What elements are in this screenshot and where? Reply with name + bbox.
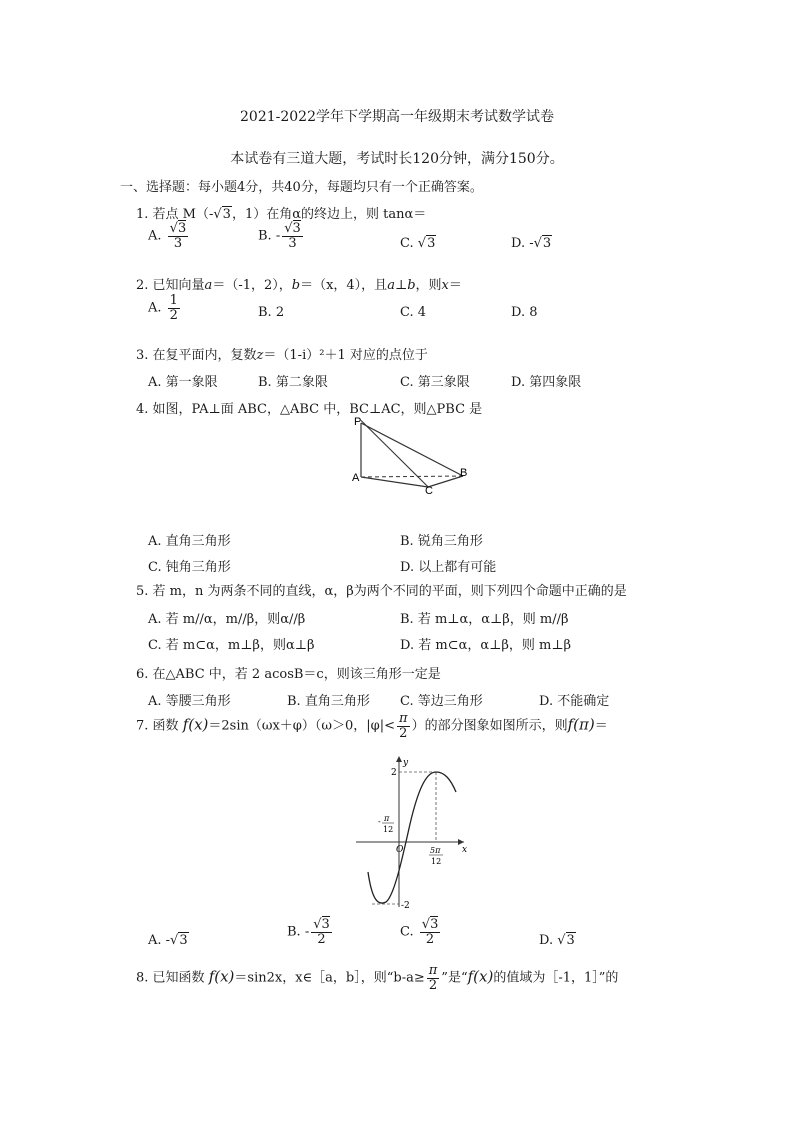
vector-a: a bbox=[387, 278, 395, 293]
exam-title: 2021-2022学年下学期高一年级期末考试数学试卷 bbox=[240, 109, 554, 125]
q2-stem-part: ＝（x，4），且 bbox=[300, 278, 388, 293]
variable-z: z bbox=[256, 348, 264, 363]
label-a: A bbox=[352, 472, 360, 484]
sine-graph bbox=[352, 752, 474, 912]
numerator: 3 bbox=[321, 917, 330, 932]
radicand: 3 bbox=[427, 236, 436, 251]
neg-tick-minus: - bbox=[378, 817, 381, 826]
question-2-stem bbox=[136, 274, 462, 293]
denominator: 2 bbox=[169, 307, 178, 323]
q7-stem-part: ＝2sin（ωx＋φ）（ω＞0，|φ|< bbox=[208, 718, 396, 734]
q7-option-a bbox=[148, 933, 189, 948]
q5-option-b: B. 若 m⊥α，α⊥β，则 m//β bbox=[400, 612, 569, 627]
denominator: 2 bbox=[425, 931, 435, 947]
q6-option-d: D. 不能确定 bbox=[539, 694, 610, 709]
question-6-stem: 6. 在△ABC 中，若 2 acosB＝c，则该三角形一定是 bbox=[136, 667, 441, 682]
label-p: P bbox=[354, 416, 362, 428]
numerator: 3 bbox=[430, 917, 439, 932]
vector-a: a bbox=[204, 278, 213, 293]
q8-stem-part: 8. 已知函数 bbox=[136, 970, 205, 986]
q4-option-d: D. 以上都有可能 bbox=[400, 560, 497, 575]
sine-curve bbox=[368, 772, 456, 903]
numerator: 1 bbox=[169, 293, 178, 308]
function-f: f(x) bbox=[467, 967, 494, 986]
q1-option-c bbox=[400, 236, 436, 251]
pos-tick-den: 12 bbox=[431, 857, 442, 866]
denominator: 2 bbox=[317, 931, 326, 947]
y-max-label: 2 bbox=[391, 768, 397, 778]
denominator: 2 bbox=[428, 977, 438, 993]
radicand: 3 bbox=[222, 207, 231, 222]
q1-option-b bbox=[258, 222, 305, 250]
q6-option-b: B. 直角三角形 bbox=[287, 694, 370, 709]
q7-stem-part: ＝ bbox=[594, 718, 608, 734]
label-c: C bbox=[425, 485, 433, 494]
q7-option-b bbox=[287, 918, 334, 946]
option-label: C. bbox=[400, 236, 414, 251]
q7-option-c bbox=[400, 918, 442, 946]
fraction: $\frac{√3}{2}$ bbox=[313, 917, 330, 947]
q8-stem-part: ”是“ bbox=[441, 970, 468, 986]
option-label: D. bbox=[539, 933, 554, 948]
q2-option-c: C. 4 bbox=[400, 305, 427, 320]
q2-option-a bbox=[148, 294, 182, 322]
pos-tick-num: 5π bbox=[430, 846, 441, 855]
option-label: D. - bbox=[511, 236, 534, 251]
q3-stem-part: 3. 在复平面内，复数 bbox=[136, 348, 257, 363]
q6-option-a: A. 等腰三角形 bbox=[148, 694, 231, 709]
vector-b: b bbox=[291, 278, 301, 293]
q3-option-a: A. 第一象限 bbox=[148, 375, 218, 390]
q7-option-d bbox=[539, 933, 576, 948]
q4-option-b: B. 锐角三角形 bbox=[400, 534, 483, 549]
function-f: f(x) bbox=[182, 715, 209, 734]
sqrt-symbol: √3 bbox=[417, 236, 436, 251]
question-3-stem bbox=[136, 344, 428, 363]
q1-stem-part: ，1）在角α的终边上，则 tanα＝ bbox=[231, 207, 427, 222]
y-axis-label: y bbox=[403, 758, 409, 768]
sqrt-symbol: √3 bbox=[533, 236, 552, 251]
q2-stem-part: ，则 bbox=[415, 278, 442, 293]
sqrt-symbol: √3 bbox=[557, 933, 575, 948]
q3-stem-part: ＝（1-i）²＋1 对应的点位于 bbox=[263, 348, 428, 363]
option-label: A. bbox=[148, 300, 162, 316]
q8-stem-part: ＝sin2x，x∈［a，b］，则“b-a≥ bbox=[234, 970, 425, 986]
q5-option-a: A. 若 m//α，m//β，则α//β bbox=[148, 612, 306, 627]
numerator: π bbox=[399, 711, 408, 726]
pyramid-figure bbox=[340, 410, 480, 494]
q1-option-d bbox=[511, 236, 552, 251]
function-f-pi: f(π) bbox=[567, 715, 595, 734]
neg-tick-den: 12 bbox=[383, 825, 394, 834]
denominator: 3 bbox=[288, 235, 297, 251]
question-8-stem bbox=[136, 964, 618, 992]
function-f: f(x) bbox=[208, 967, 235, 986]
q2-stem-part: ＝（-1，2）， bbox=[212, 278, 292, 293]
q7-stem-part: 7. 函数 bbox=[136, 718, 179, 734]
option-label: C. bbox=[400, 924, 414, 940]
exam-note: 本试卷有三道大题，考试时长120分钟，满分150分。 bbox=[230, 151, 564, 167]
fraction bbox=[397, 712, 410, 740]
sqrt-symbol: √3 bbox=[213, 207, 231, 222]
option-label: A. - bbox=[148, 933, 171, 948]
q2-stem-part: 2. 已知向量 bbox=[136, 278, 205, 293]
y-axis-arrow bbox=[396, 756, 402, 762]
x-axis-label: x bbox=[462, 845, 468, 855]
q5-option-d: D. 若 m⊂α，α⊥β，则 m⊥β bbox=[400, 638, 572, 653]
neg-tick-num: π bbox=[384, 814, 390, 823]
numerator: 3 bbox=[177, 221, 187, 236]
edge-ab-hidden bbox=[361, 476, 463, 477]
numerator: 3 bbox=[292, 221, 301, 236]
q3-option-b: B. 第二象限 bbox=[258, 375, 328, 390]
radicand: 3 bbox=[542, 236, 552, 251]
label-b: B bbox=[460, 467, 468, 479]
fraction: $\frac{√3}{3}$ bbox=[284, 221, 301, 251]
vector-b: b bbox=[407, 278, 416, 293]
q8-stem-part: 的值域为［-1，1］”的 bbox=[493, 970, 619, 986]
question-5-stem: 5. 若 m，n 为两条不同的直线，α，β为两个不同的平面，则下列四个命题中正确的是 bbox=[136, 584, 627, 599]
q3-option-c: C. 第三象限 bbox=[400, 375, 470, 390]
variable-x: x bbox=[441, 278, 449, 293]
perp-symbol: ⊥ bbox=[394, 278, 408, 293]
origin-label: O bbox=[396, 845, 404, 855]
fraction: $\frac{√3}{3}$ bbox=[169, 221, 187, 251]
q2-option-d: D. 8 bbox=[511, 305, 538, 320]
option-label: B. - bbox=[258, 228, 281, 244]
fraction bbox=[168, 294, 180, 322]
option-label: B. - bbox=[287, 924, 310, 940]
denominator: 3 bbox=[173, 235, 183, 251]
radicand: 3 bbox=[179, 933, 188, 948]
question-7-stem bbox=[136, 712, 608, 740]
q7-stem-part: ）的部分图象如图所示，则 bbox=[411, 718, 568, 734]
q4-option-c: C. 钝角三角形 bbox=[148, 560, 231, 575]
fraction bbox=[427, 964, 440, 992]
numerator: π bbox=[428, 963, 438, 978]
section-heading: 一、选择题：每小题4分，共40分，每题均只有一个正确答案。 bbox=[120, 180, 483, 195]
question-4-stem: 4. 如图，PA⊥面 ABC，△ABC 中，BC⊥AC，则△PBC 是 bbox=[136, 402, 483, 417]
radicand: 3 bbox=[566, 933, 575, 948]
q3-option-d: D. 第四象限 bbox=[511, 375, 582, 390]
sqrt-symbol: √3 bbox=[170, 933, 188, 948]
q2-stem-part: ＝ bbox=[448, 278, 462, 293]
edge-ac bbox=[361, 477, 428, 487]
edge-pb bbox=[361, 423, 463, 476]
option-label: A. bbox=[148, 228, 162, 244]
q1-option-a bbox=[148, 222, 190, 250]
denominator: 2 bbox=[399, 725, 408, 741]
q4-option-a: A. 直角三角形 bbox=[148, 534, 231, 549]
q1-stem-part: 1. 若点 M（- bbox=[136, 207, 214, 222]
q2-option-b: B. 2 bbox=[258, 305, 285, 320]
q6-option-c: C. 等边三角形 bbox=[400, 694, 483, 709]
fraction: $\frac{√3}{2}$ bbox=[421, 917, 439, 947]
edge-cb bbox=[428, 476, 463, 487]
q5-option-c: C. 若 m⊂α，m⊥β，则α⊥β bbox=[148, 638, 315, 653]
y-min-label: -2 bbox=[401, 901, 410, 911]
